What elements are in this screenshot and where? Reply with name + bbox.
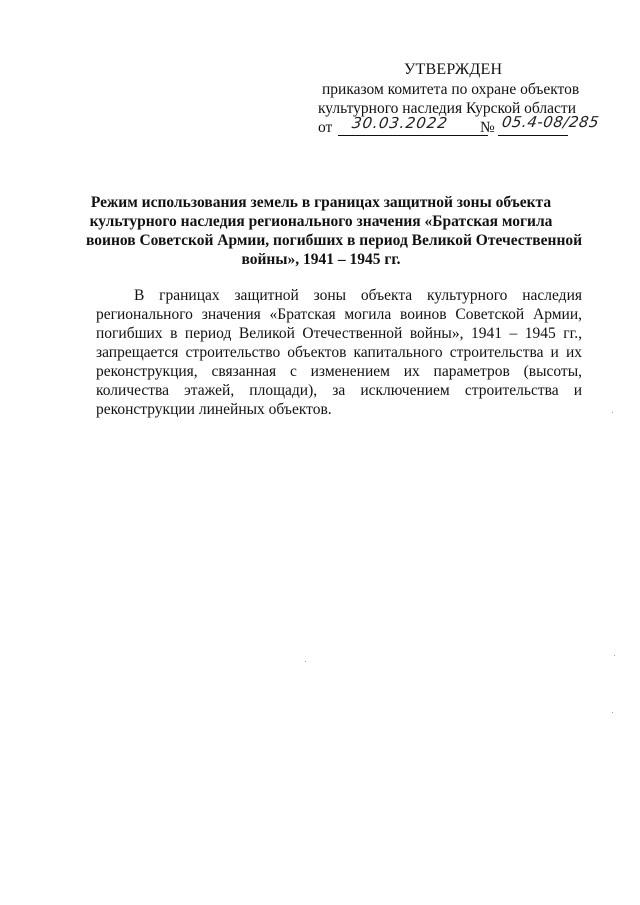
date-prefix: от: [318, 119, 333, 136]
body-line: В границах защитной зоны объекта культурного наследия: [134, 287, 582, 304]
scan-speck: [614, 655, 615, 656]
body-line: количества этажей, площади), за исключением строительства и: [96, 382, 582, 399]
title-line: воинов Советской Армии, погибших в период Великой Отечественной: [86, 232, 583, 249]
body-line: регионального значения «Братская могила воинов Советской Армии,: [96, 306, 582, 323]
scan-speck: [612, 412, 613, 413]
title-line: войны», 1941 – 1945 гг.: [241, 251, 401, 268]
approval-date-number-row: [318, 113, 608, 140]
handwritten-date: 30.03.2022: [350, 114, 450, 132]
handwritten-order-number: 05.4-08/285: [500, 113, 601, 131]
title-line: культурного наследия регионального значения «Братская могила: [89, 213, 553, 230]
scan-speck: [612, 712, 613, 713]
number-prefix: №: [480, 119, 495, 136]
number-underline: [498, 135, 568, 136]
body-line: запрещается строительство объектов капитального строительства и их: [96, 344, 582, 361]
title-line: Режим использования земель в границах защитной зоны объекта: [90, 194, 552, 211]
document-title: [86, 193, 583, 269]
approval-order-line-2: культурного наследия Курской области: [318, 100, 576, 117]
approval-title: УТВЕРЖДЕН: [404, 61, 503, 78]
body-line: реконструкции линейных объектов.: [96, 401, 332, 418]
document-body-paragraph: [96, 286, 582, 419]
body-line: погибших в период Великой Отечественной войны», 1941 – 1945 гг.,: [96, 325, 582, 342]
body-line: реконструкция, связанная с изменением их параметров (высоты,: [96, 363, 582, 380]
scan-speck: [305, 661, 306, 662]
approval-order-line-1: приказом комитета по охране объектов: [322, 81, 580, 98]
date-underline: [338, 135, 488, 136]
